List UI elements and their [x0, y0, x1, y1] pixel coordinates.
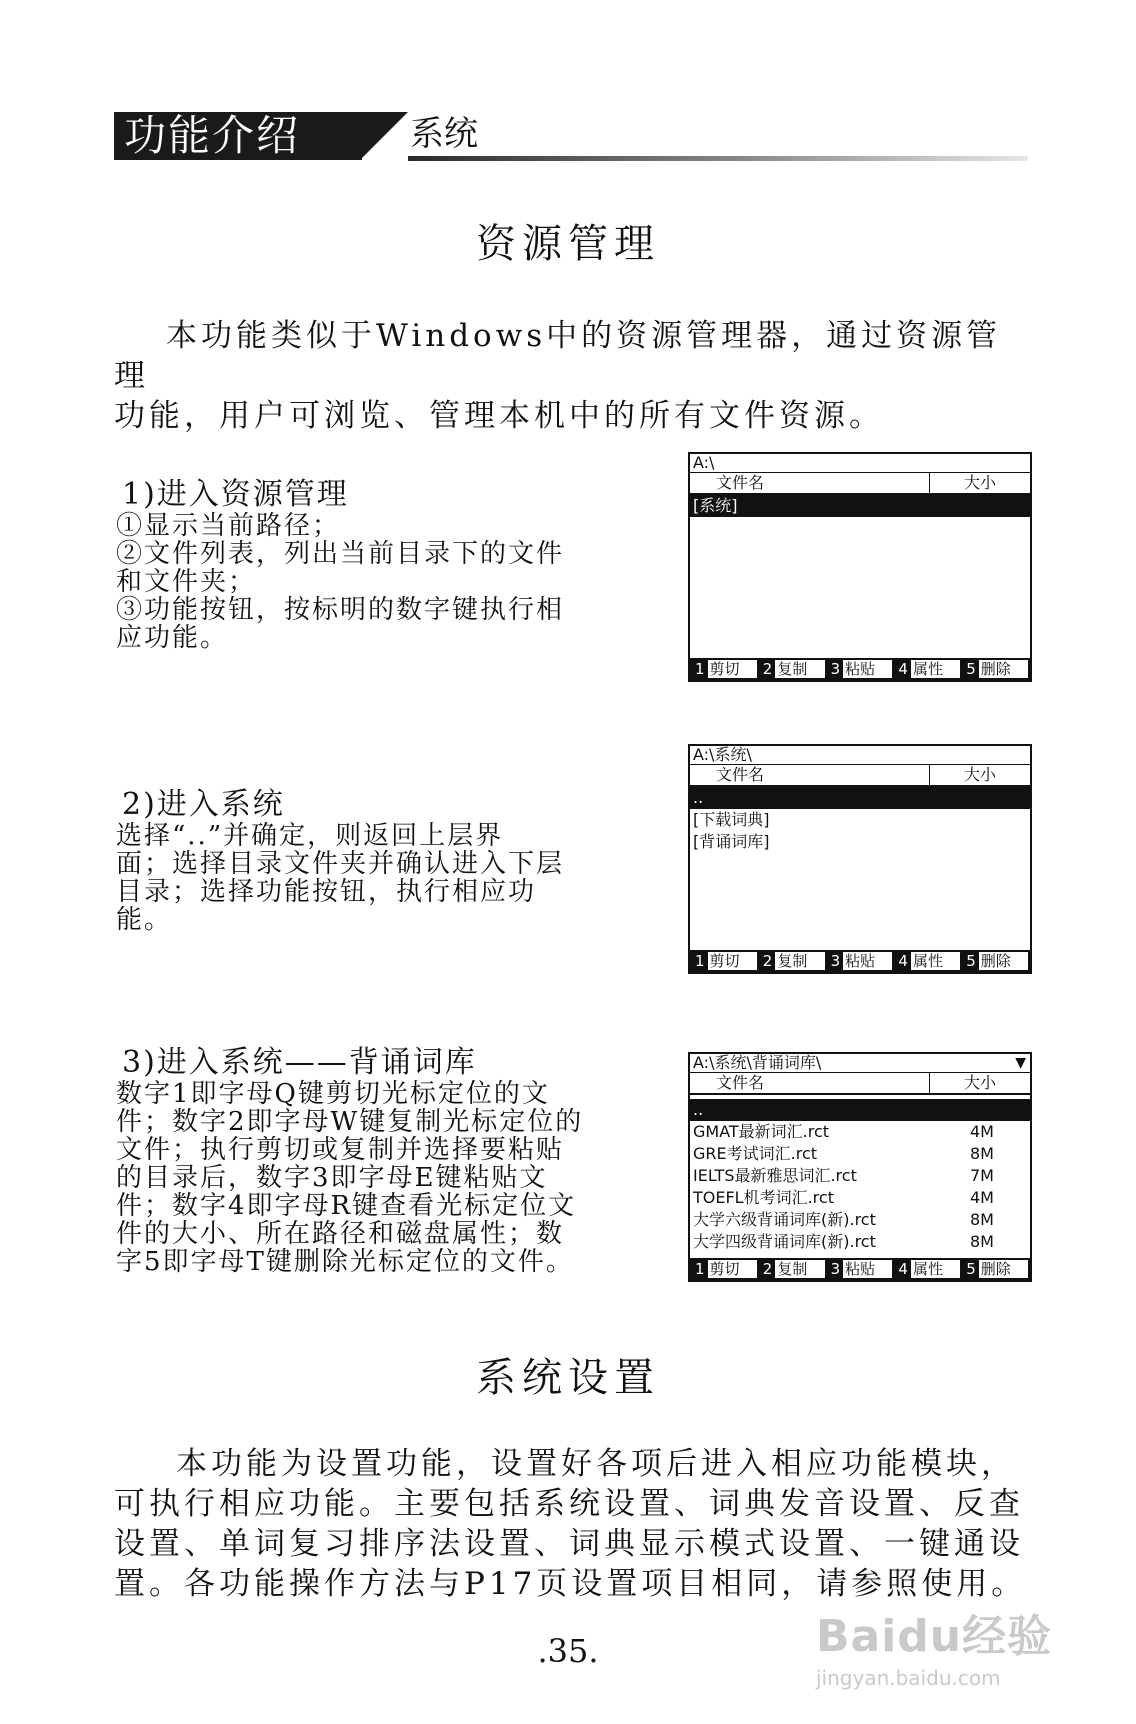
section-title-system-settings: 系统设置: [476, 1355, 660, 1401]
col-name: 文件名: [690, 1073, 930, 1093]
settings-line: 本功能为设置功能，设置好各项后进入相应功能模块，: [176, 1446, 1016, 1482]
button-label: 属性: [912, 952, 943, 970]
item-size: 4M: [970, 1122, 994, 1141]
item-name: TOEFL机考词汇.rct: [693, 1188, 834, 1207]
current-path: A:\: [690, 454, 1030, 473]
list-item[interactable]: [690, 1121, 1030, 1143]
paste-button[interactable]: [828, 1260, 893, 1278]
file-list: [690, 1095, 1030, 1253]
item-size: 7M: [970, 1166, 994, 1185]
function-buttons: [690, 1258, 1030, 1280]
step-line: ①显示当前路径；: [116, 511, 341, 541]
step-2: [116, 788, 636, 934]
intro-paragraph: [114, 316, 1034, 436]
item-name: 大学四级背诵词库(新).rct: [693, 1232, 876, 1251]
file-list: [690, 495, 1030, 517]
step-line: 目录；选择功能按钮，执行相应功: [116, 877, 537, 907]
column-header: [690, 1073, 1030, 1095]
properties-button[interactable]: [895, 1260, 960, 1278]
list-item[interactable]: [690, 831, 1030, 853]
paste-button[interactable]: [828, 952, 893, 970]
col-size: 大小: [963, 765, 996, 784]
list-item[interactable]: [690, 809, 1030, 831]
item-size: 8M: [970, 1144, 994, 1163]
button-label: 复制: [777, 1260, 808, 1278]
button-label: 删除: [980, 660, 1011, 678]
list-item[interactable]: [690, 787, 1030, 809]
section-title-resource-manager: 资源管理: [476, 221, 660, 267]
item-size: [970, 495, 1030, 517]
step-1: [116, 478, 636, 652]
copy-button[interactable]: [760, 952, 825, 970]
item-name: GRE考试词汇.rct: [693, 1144, 818, 1163]
chapter-subtitle: 系统: [410, 114, 478, 154]
step-title: 1)进入资源管理: [122, 477, 349, 512]
chapter-title: 功能介绍: [114, 112, 362, 160]
item-size: [970, 831, 1030, 853]
key-number: 4: [895, 952, 911, 970]
intro-line: 功能，用户可浏览、管理本机中的所有文件资源。: [114, 398, 884, 434]
item-name: [背诵词库]: [693, 832, 770, 851]
item-size: 4M: [970, 1188, 994, 1207]
item-name: 大学六级背诵词库(新).rct: [693, 1210, 876, 1229]
delete-button[interactable]: [963, 1260, 1028, 1278]
button-label: 属性: [912, 660, 943, 678]
screen-system-directory: [688, 744, 1032, 974]
settings-line: 可执行相应功能。主要包括系统设置、词典发音设置、反查: [114, 1486, 1024, 1522]
key-number: 5: [963, 1260, 979, 1278]
item-size: 8M: [970, 1210, 994, 1229]
cut-button[interactable]: [692, 952, 757, 970]
step-title: 3)进入系统——背诵词库: [122, 1045, 477, 1080]
item-size: [970, 1099, 1030, 1121]
list-item[interactable]: [690, 1099, 1030, 1121]
list-item[interactable]: [690, 1209, 1030, 1231]
copy-button[interactable]: [760, 1260, 825, 1278]
step-line: 字5即字母T键删除光标定位的文件。: [116, 1247, 574, 1277]
intro-line: 本功能类似于Windows中的资源管理器，通过资源管理: [114, 318, 1002, 394]
item-name: GMAT最新词汇.rct: [693, 1122, 830, 1141]
col-name: 文件名: [690, 765, 930, 785]
column-header: [690, 473, 1030, 495]
item-name: [下载词典]: [693, 810, 770, 829]
watermark-url: jingyan.baidu.com: [816, 1666, 1001, 1690]
step-line: 的目录后，数字3即字母E键粘贴文: [116, 1163, 548, 1193]
list-item[interactable]: [690, 1187, 1030, 1209]
col-size: 大小: [963, 473, 996, 492]
screen-root-directory: [688, 452, 1032, 682]
step-line: 面；选择目录文件夹并确认进入下层: [116, 849, 565, 879]
chapter-header: [114, 108, 1028, 164]
scroll-down-icon[interactable]: ▼: [1015, 1055, 1026, 1071]
copy-button[interactable]: [760, 660, 825, 678]
button-label: 剪切: [709, 1260, 740, 1278]
button-label: 删除: [980, 1260, 1011, 1278]
path-text: A:\系统\背诵词库\: [693, 1053, 822, 1072]
col-name: 文件名: [690, 473, 930, 493]
key-number: 1: [692, 1260, 708, 1278]
key-number: 1: [692, 660, 708, 678]
step-title: 2)进入系统: [122, 787, 285, 822]
step-line: 和文件夹；: [116, 567, 257, 597]
button-label: 复制: [777, 952, 808, 970]
column-header: [690, 765, 1030, 787]
button-label: 剪切: [709, 952, 740, 970]
step-line: 件；数字4即字母R键查看光标定位文: [116, 1191, 577, 1221]
key-number: 1: [692, 952, 708, 970]
item-size: [970, 809, 1030, 831]
current-path: [690, 1054, 1030, 1073]
settings-paragraph: [114, 1444, 1044, 1604]
properties-button[interactable]: [895, 952, 960, 970]
item-size: 8M: [970, 1232, 994, 1251]
list-item[interactable]: [690, 1143, 1030, 1165]
button-label: 粘贴: [845, 1260, 876, 1278]
item-name: ..: [693, 1100, 704, 1119]
button-label: 粘贴: [845, 952, 876, 970]
watermark-brand: Baidu经验: [816, 1611, 1053, 1662]
current-path: A:\系统\: [690, 746, 1030, 765]
screen-vocab-library: [688, 1052, 1032, 1282]
key-number: 3: [828, 1260, 844, 1278]
step-line: 件的大小、所在路径和磁盘属性；数: [116, 1219, 565, 1249]
function-buttons: [690, 658, 1030, 680]
function-buttons: [690, 950, 1030, 972]
header-wedge: [360, 112, 408, 160]
settings-line: 设置、单词复习排序法设置、词典显示模式设置、一键通设: [114, 1526, 1024, 1562]
file-list: [690, 787, 1030, 853]
delete-button[interactable]: [963, 952, 1028, 970]
item-name: IELTS最新雅思词汇.rct: [693, 1166, 857, 1185]
button-label: 剪切: [709, 660, 740, 678]
cut-button[interactable]: [692, 660, 757, 678]
key-number: 5: [963, 660, 979, 678]
list-item[interactable]: [690, 1231, 1030, 1253]
step-line: 应功能。: [116, 623, 229, 653]
key-number: 3: [828, 952, 844, 970]
step-line: 件；数字2即字母W键复制光标定位的: [116, 1107, 584, 1137]
step-line: ②文件列表，列出当前目录下的文件: [116, 539, 565, 569]
key-number: 2: [760, 660, 776, 678]
page-number: .35.: [537, 1632, 599, 1670]
key-number: 3: [828, 660, 844, 678]
cut-button[interactable]: [692, 1260, 757, 1278]
settings-line: 置。各功能操作方法与P17页设置项目相同，请参照使用。: [114, 1566, 1027, 1602]
step-line: 数字1即字母Q键剪切光标定位的文: [116, 1079, 550, 1109]
key-number: 5: [963, 952, 979, 970]
step-line: 文件；执行剪切或复制并选择要粘贴: [116, 1135, 565, 1165]
watermark: [816, 1600, 1052, 1690]
paste-button[interactable]: [828, 660, 893, 678]
item-name: ..: [693, 788, 704, 807]
col-size: 大小: [963, 1073, 996, 1092]
key-number: 4: [895, 1260, 911, 1278]
item-name: [系统]: [693, 496, 738, 515]
delete-button[interactable]: [963, 660, 1028, 678]
list-item[interactable]: [690, 495, 1030, 517]
key-number: 2: [760, 1260, 776, 1278]
key-number: 2: [760, 952, 776, 970]
step-3: [116, 1046, 636, 1276]
key-number: 4: [895, 660, 911, 678]
button-label: 属性: [912, 1260, 943, 1278]
step-line: 选择“..”并确定，则返回上层界: [116, 821, 504, 851]
button-label: 删除: [980, 952, 1011, 970]
item-size: [970, 787, 1030, 809]
header-rule: [408, 156, 1028, 161]
step-line: ③功能按钮，按标明的数字键执行相: [116, 595, 565, 625]
properties-button[interactable]: [895, 660, 960, 678]
step-line: 能。: [116, 905, 173, 935]
button-label: 粘贴: [845, 660, 876, 678]
button-label: 复制: [777, 660, 808, 678]
list-item[interactable]: [690, 1165, 1030, 1187]
